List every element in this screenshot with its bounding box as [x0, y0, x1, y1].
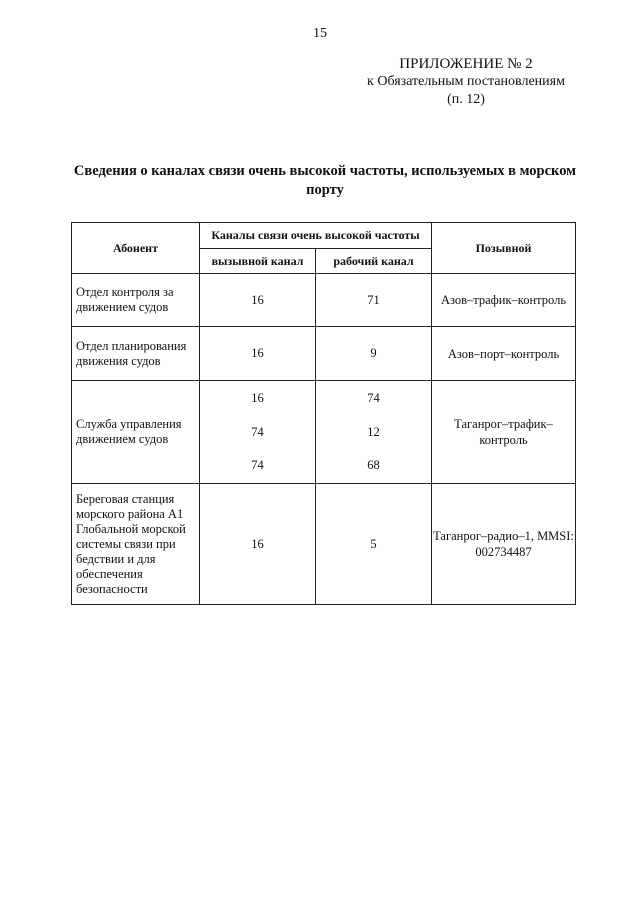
appendix-reference: к Обязательным постановлениям: [367, 74, 565, 89]
document-title: Сведения о каналах связи очень высокой частоты, используемых в морском порту: [73, 163, 577, 198]
calling-channel-value: 16: [251, 391, 264, 405]
page-number: 15: [313, 26, 327, 41]
calling-channel-value: 74: [251, 458, 264, 472]
working-channel-value: 74: [367, 391, 380, 405]
table-row: [72, 327, 576, 381]
working-channel-cell: 71: [316, 274, 432, 327]
calling-channel-cell: 16: [200, 274, 316, 327]
working-channel-value: 68: [367, 458, 380, 472]
appendix-header: [336, 55, 596, 109]
calling-channel-cell: [200, 381, 316, 484]
table-row: [72, 381, 576, 484]
working-channel-cell: 9: [316, 327, 432, 381]
call-sign-cell: Азов–трафик–контроль: [432, 274, 576, 327]
header-subscriber: Абонент: [72, 223, 200, 274]
subscriber-cell: Служба управления движением судов: [72, 381, 200, 484]
working-channel-cell: [316, 381, 432, 484]
subscriber-cell: Отдел планирования движения судов: [72, 327, 200, 381]
calling-channel-cell: 16: [200, 327, 316, 381]
working-channel-cell: 5: [316, 484, 432, 605]
call-sign-cell: Таганрог–радио–1, MMSI: 002734487: [432, 484, 576, 605]
call-sign-cell: Азов–порт–контроль: [432, 327, 576, 381]
header-calling-channel: вызывной канал: [200, 249, 316, 274]
table-row: [72, 274, 576, 327]
channels-table: [71, 222, 576, 605]
appendix-title: ПРИЛОЖЕНИЕ № 2: [399, 56, 533, 72]
table-row: [72, 484, 576, 605]
subscriber-cell: Береговая станция морского района А1 Глобальной морской системы связи при бедствии и для обеспечения безопасности: [72, 484, 200, 605]
appendix-clause: (п. 12): [447, 92, 485, 107]
header-call-sign: Позывной: [432, 223, 576, 274]
call-sign-cell: Таганрог–трафик–контроль: [432, 381, 576, 484]
header-vhf-channels: Каналы связи очень высокой частоты: [200, 223, 432, 249]
header-working-channel: рабочий канал: [316, 249, 432, 274]
calling-channel-cell: 16: [200, 484, 316, 605]
calling-channel-value: 74: [251, 424, 264, 439]
subscriber-cell: Отдел контроля за движением судов: [72, 274, 200, 327]
working-channel-value: 12: [367, 424, 380, 439]
